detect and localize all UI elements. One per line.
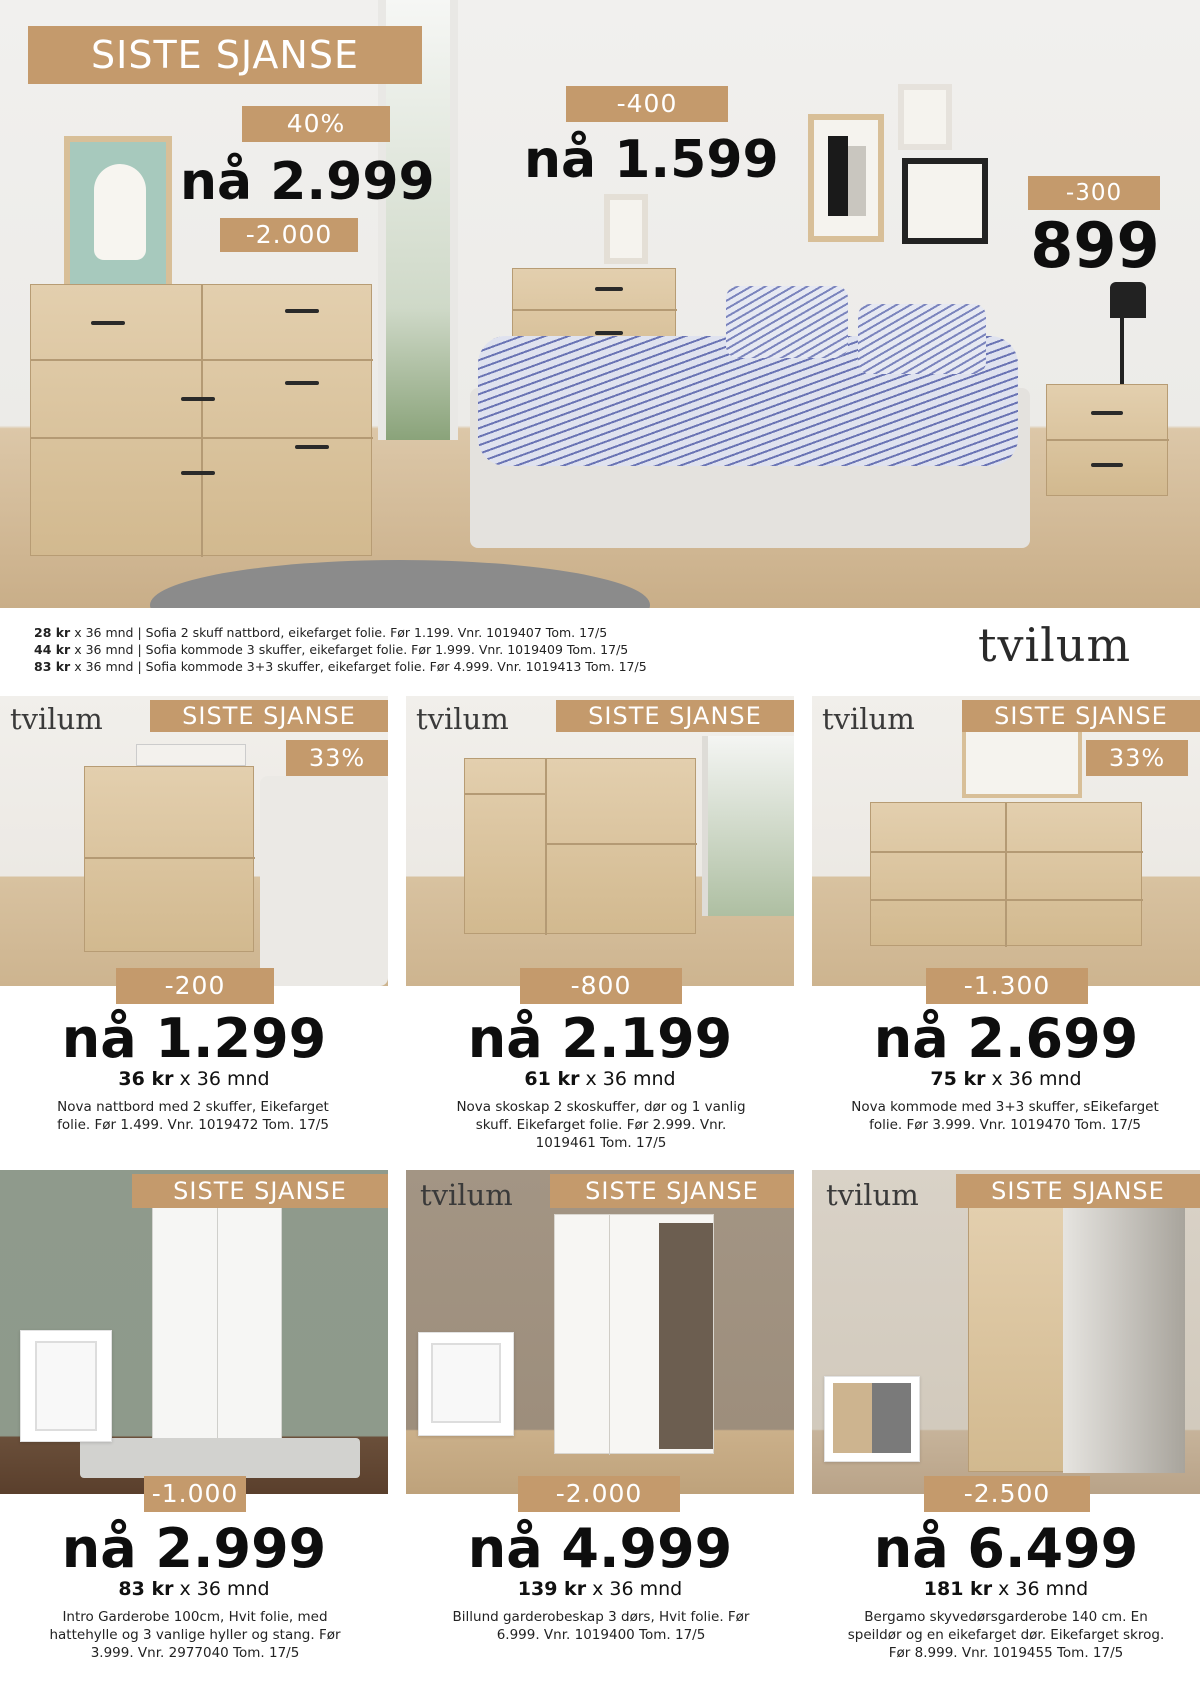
product-saving-tag: -800: [520, 968, 682, 1004]
product-banner: SISTE SJANSE: [150, 700, 388, 732]
product-monthly: 61 kr x 36 mnd: [524, 1068, 676, 1090]
product-discount-tag: 33%: [286, 740, 388, 776]
product-description: Nova kommode med 3+3 skuffer, sEikefarget folie. Før 3.999. Vnr. 1019470 Tom. 17/5: [851, 1099, 1159, 1133]
hero-discount-tag: 40%: [242, 106, 390, 142]
wall-art-small: [898, 84, 952, 150]
product-saving-tag: -2.000: [518, 1476, 680, 1512]
product-description: Nova nattbord med 2 skuffer, Eikefarget folie. Før 1.499. Vnr. 1019472 Tom. 17/5: [57, 1099, 329, 1133]
product-price: nå 1.299: [61, 1007, 327, 1070]
product-description: Bergamo skyvedørsgarderobe 140 cm. En speildør og en eikefarget dør. Eikefarget skrog. Før 8.999. Vnr. 1019455 Tom. 17/5: [847, 1609, 1165, 1661]
product-monthly: 75 kr x 36 mnd: [930, 1068, 1082, 1090]
footnote-line: 44 kr x 36 mnd | Sofia kommode 3 skuffer, eikefarget folie. Før 1.999. Vnr. 1019409 Tom. 17/5: [34, 642, 629, 657]
product-monthly: 181 kr x 36 mnd: [923, 1578, 1089, 1600]
footnote-line: 28 kr x 36 mnd | Sofia 2 skuff nattbord, eikefarget folie. Før 1.199. Vnr. 1019407 Tom. 17/5: [34, 625, 608, 640]
product-price: nå 4.999: [467, 1517, 733, 1580]
hero-saving-tag-1: -2.000: [220, 218, 358, 252]
wall-art-left: [64, 136, 172, 300]
pillow-right: [858, 304, 986, 374]
product-description: Intro Garderobe 100cm, Hvit folie, med hattehylle og 3 vanlige hyller og stang. Før 3.999. Vnr. 2977040 Tom. 17/5: [49, 1609, 341, 1661]
product-saving-tag: -1.000: [144, 1476, 246, 1512]
footnote-line: 83 kr x 36 mnd | Sofia kommode 3+3 skuffer, eikefarget folie. Før 4.999. Vnr. 1019413 Tom. 17/5: [34, 659, 647, 674]
wall-art-flower: [902, 158, 988, 244]
brand-logo: tvilum: [978, 618, 1132, 672]
wall-art-abstract: [808, 114, 884, 242]
hero-price-2: nå 1.599: [524, 130, 779, 190]
product-monthly: 36 kr x 36 mnd: [118, 1068, 270, 1090]
product-description: Billund garderobeskap 3 dørs, Hvit folie. Før 6.999. Vnr. 1019400 Tom. 17/5: [452, 1609, 750, 1643]
product-saving-tag: -200: [116, 968, 274, 1004]
nightstand-2-drawer: [1046, 384, 1168, 496]
product-description: Nova skoskap 2 skoskuffer, dør og 1 vanlig skuff. Eikefarget folie. Før 2.999. Vnr. 1019461 Tom. 17/5: [456, 1099, 746, 1151]
dresser-3plus3: [30, 284, 372, 556]
hero-banner: SISTE SJANSE: [28, 26, 422, 84]
product-price: nå 2.699: [873, 1007, 1139, 1070]
hero-price-1: nå 2.999: [180, 152, 435, 212]
product-price: nå 2.999: [61, 1517, 327, 1580]
wall-art-bird: [604, 194, 648, 264]
product-price: nå 2.199: [467, 1007, 733, 1070]
hero-price-3: 899: [1030, 209, 1160, 282]
brand-label: tvilum: [826, 1178, 919, 1212]
product-discount-tag: 33%: [1086, 740, 1188, 776]
product-thumbnail: [418, 1332, 514, 1436]
product-thumbnail: [824, 1376, 920, 1462]
product-monthly: 139 kr x 36 mnd: [517, 1578, 683, 1600]
brand-label: tvilum: [420, 1178, 513, 1212]
product-price: nå 6.499: [873, 1517, 1139, 1580]
product-banner: SISTE SJANSE: [962, 700, 1200, 732]
product-saving-tag: -1.300: [926, 968, 1088, 1004]
brand-label: tvilum: [416, 702, 509, 736]
brand-label: tvilum: [822, 702, 915, 736]
product-banner: SISTE SJANSE: [132, 1174, 388, 1208]
product-banner: SISTE SJANSE: [956, 1174, 1200, 1208]
product-banner: SISTE SJANSE: [550, 1174, 794, 1208]
product-saving-tag: -2.500: [924, 1476, 1090, 1512]
rug: [150, 560, 650, 608]
product-photo-shoe-cabinet: [406, 696, 794, 986]
product-banner: SISTE SJANSE: [556, 700, 794, 732]
product-thumbnail: [20, 1330, 112, 1442]
hero-saving-tag-3: -300: [1028, 176, 1160, 210]
pillow-left: [726, 286, 848, 358]
lamp-icon: [1110, 282, 1146, 318]
hero-footnotes: [34, 624, 647, 675]
hero-saving-tag-2: -400: [566, 86, 728, 122]
product-monthly: 83 kr x 36 mnd: [118, 1578, 270, 1600]
brand-label: tvilum: [10, 702, 103, 736]
